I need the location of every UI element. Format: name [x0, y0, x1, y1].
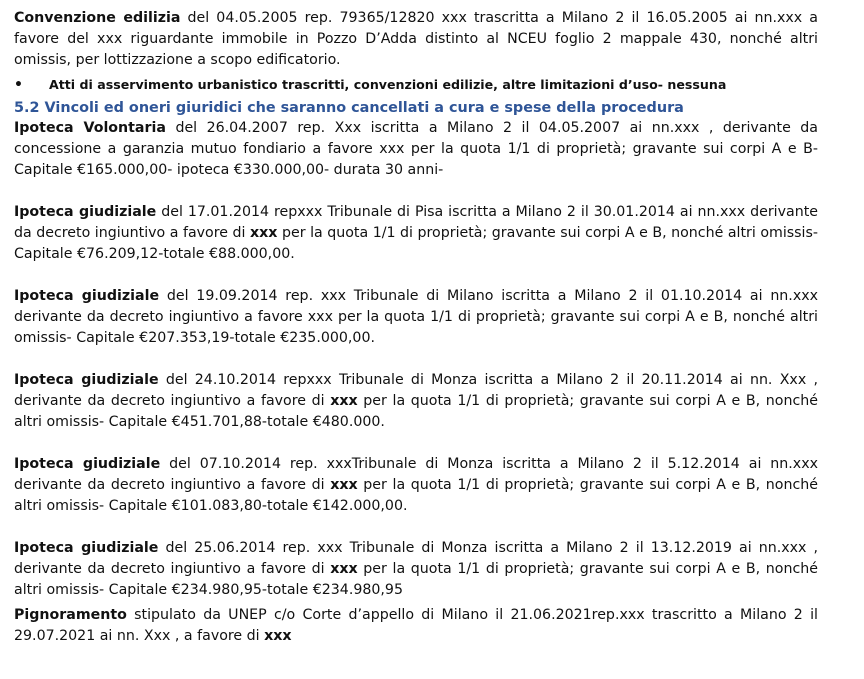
term-ipoteca-giudiziale: Ipoteca giudiziale	[14, 540, 159, 556]
text-pignoramento: stipulato da UNEP c/o Corte d’appello di Milano il 21.06.2021rep.xxx trascritto a Milano 2 il 29.07.2021 ai nn. Xxx , a favore di	[14, 607, 818, 644]
term-ipoteca-giudiziale: Ipoteca giudiziale	[14, 372, 159, 388]
bold-beneficiary: xxx	[330, 561, 358, 577]
text-ipoteca-giudiziale-monza-1-a: del 24.10.2014 repxxx Tribunale di Monza iscritta a Milano 2 il 20.11.2014 ai nn. Xxx , derivante da decreto ingiuntivo a favore di	[14, 372, 818, 409]
paragraph-spacer	[14, 349, 818, 370]
text-ipoteca-giudiziale-monza-2-b: per la quota 1/1 di proprietà; gravante sui corpi A e B, nonché altri omissis- Capitale €101.083,80-totale €142.000,00.	[14, 477, 818, 514]
paragraph-pignoramento	[14, 605, 818, 647]
paragraph-ipoteca-giudiziale-pisa	[14, 202, 818, 265]
text-ipoteca-giudiziale-monza-2-a: del 07.10.2014 rep. xxxTribunale di Monza iscritta a Milano 2 il 5.12.2014 ai nn.xxx derivante da decreto ingiuntivo a favore di	[14, 456, 818, 493]
term-pignoramento: Pignoramento	[14, 607, 127, 623]
paragraph-spacer	[14, 433, 818, 454]
text-ipoteca-giudiziale-monza-3-b: per la quota 1/1 di proprietà; gravante sui corpi A e B, nonché altri omissis- Capitale €234.980,95-totale €234.980,95	[14, 561, 818, 598]
paragraph-spacer	[14, 517, 818, 538]
paragraph-ipoteca-volontaria	[14, 118, 818, 181]
text-ipoteca-giudiziale-monza-3-a: del 25.06.2014 rep. xxx Tribunale di Monza iscritta a Milano 2 il 13.12.2019 ai nn.xxx , derivante da decreto ingiuntivo a favore di	[14, 540, 818, 577]
bold-beneficiary: xxx	[264, 628, 292, 644]
bullet-asservimento-text: Atti di asservimento urbanistico trascritti, convenzioni edilizie, altre limitazioni d’uso- nessuna	[49, 77, 727, 92]
term-ipoteca-giudiziale: Ipoteca giudiziale	[14, 204, 157, 220]
paragraph-spacer	[14, 181, 818, 202]
text-ipoteca-volontaria: del 26.04.2007 rep. Xxx iscritta a Milano 2 il 04.05.2007 ai nn.xxx , derivante da concessione a garanzia mutuo fondiario a favore xxx per la quota 1/1 di proprietà; gravante sui corpi A e B- Capitale €165.000,00- ipoteca €330.000,00- durata 30 anni-	[14, 120, 818, 178]
term-ipoteca-giudiziale: Ipoteca giudiziale	[14, 288, 160, 304]
term-ipoteca-giudiziale: Ipoteca giudiziale	[14, 456, 161, 472]
text-ipoteca-giudiziale-milano: del 19.09.2014 rep. xxx Tribunale di Milano iscritta a Milano 2 il 01.10.2014 ai nn.xxx derivante da decreto ingiuntivo a favore xxx per la quota 1/1 di proprietà; gravante sui corpi A e B, nonché altri omissis- Capitale €207.353,19-totale €235.000,00.	[14, 288, 819, 346]
bold-beneficiary: xxx	[330, 477, 358, 493]
paragraph-ipoteca-giudiziale-monza-2	[14, 454, 818, 517]
term-convenzione-edilizia: Convenzione edilizia	[14, 10, 181, 26]
paragraph-ipoteca-giudiziale-milano	[14, 286, 818, 349]
bullet-dot-icon: •	[14, 77, 23, 93]
paragraph-ipoteca-giudiziale-monza-1	[14, 370, 818, 433]
paragraph-ipoteca-giudiziale-monza-3	[14, 538, 818, 601]
text-ipoteca-giudiziale-pisa-a: del 17.01.2014 repxxx Tribunale di Pisa iscritta a Milano 2 il 30.01.2014 ai nn.xxx derivante da decreto ingiuntivo a favore di	[14, 204, 818, 241]
paragraph-convenzione-edilizia	[14, 8, 818, 71]
text-ipoteca-giudiziale-pisa-b: per la quota 1/1 di proprietà; gravante sui corpi A e B, nonché altri omissis- Capitale €76.209,12-totale €88.000,00.	[14, 225, 818, 262]
paragraph-spacer	[14, 265, 818, 286]
bullet-asservimento	[14, 76, 818, 94]
section-heading-5-2: 5.2 Vincoli ed oneri giuridici che saranno cancellati a cura e spese della procedura	[14, 100, 684, 116]
bold-beneficiary: xxx	[330, 393, 358, 409]
text-convenzione-edilizia: del 04.05.2005 rep. 79365/12820 xxx trascritta a Milano 2 il 16.05.2005 ai nn.xxx a favore del xxx riguardante immobile in Pozzo D’Adda distinto al NCEU foglio 2 mappale 430, nonché altri omissis, per lottizzazione a scopo edificatorio.	[14, 10, 818, 68]
bold-beneficiary: xxx	[249, 225, 278, 241]
text-ipoteca-giudiziale-monza-1-b: per la quota 1/1 di proprietà; gravante sui corpi A e B, nonché altri omissis- Capitale €451.701,88-totale €480.000.	[14, 393, 818, 430]
term-ipoteca-volontaria: Ipoteca Volontaria	[14, 120, 166, 136]
